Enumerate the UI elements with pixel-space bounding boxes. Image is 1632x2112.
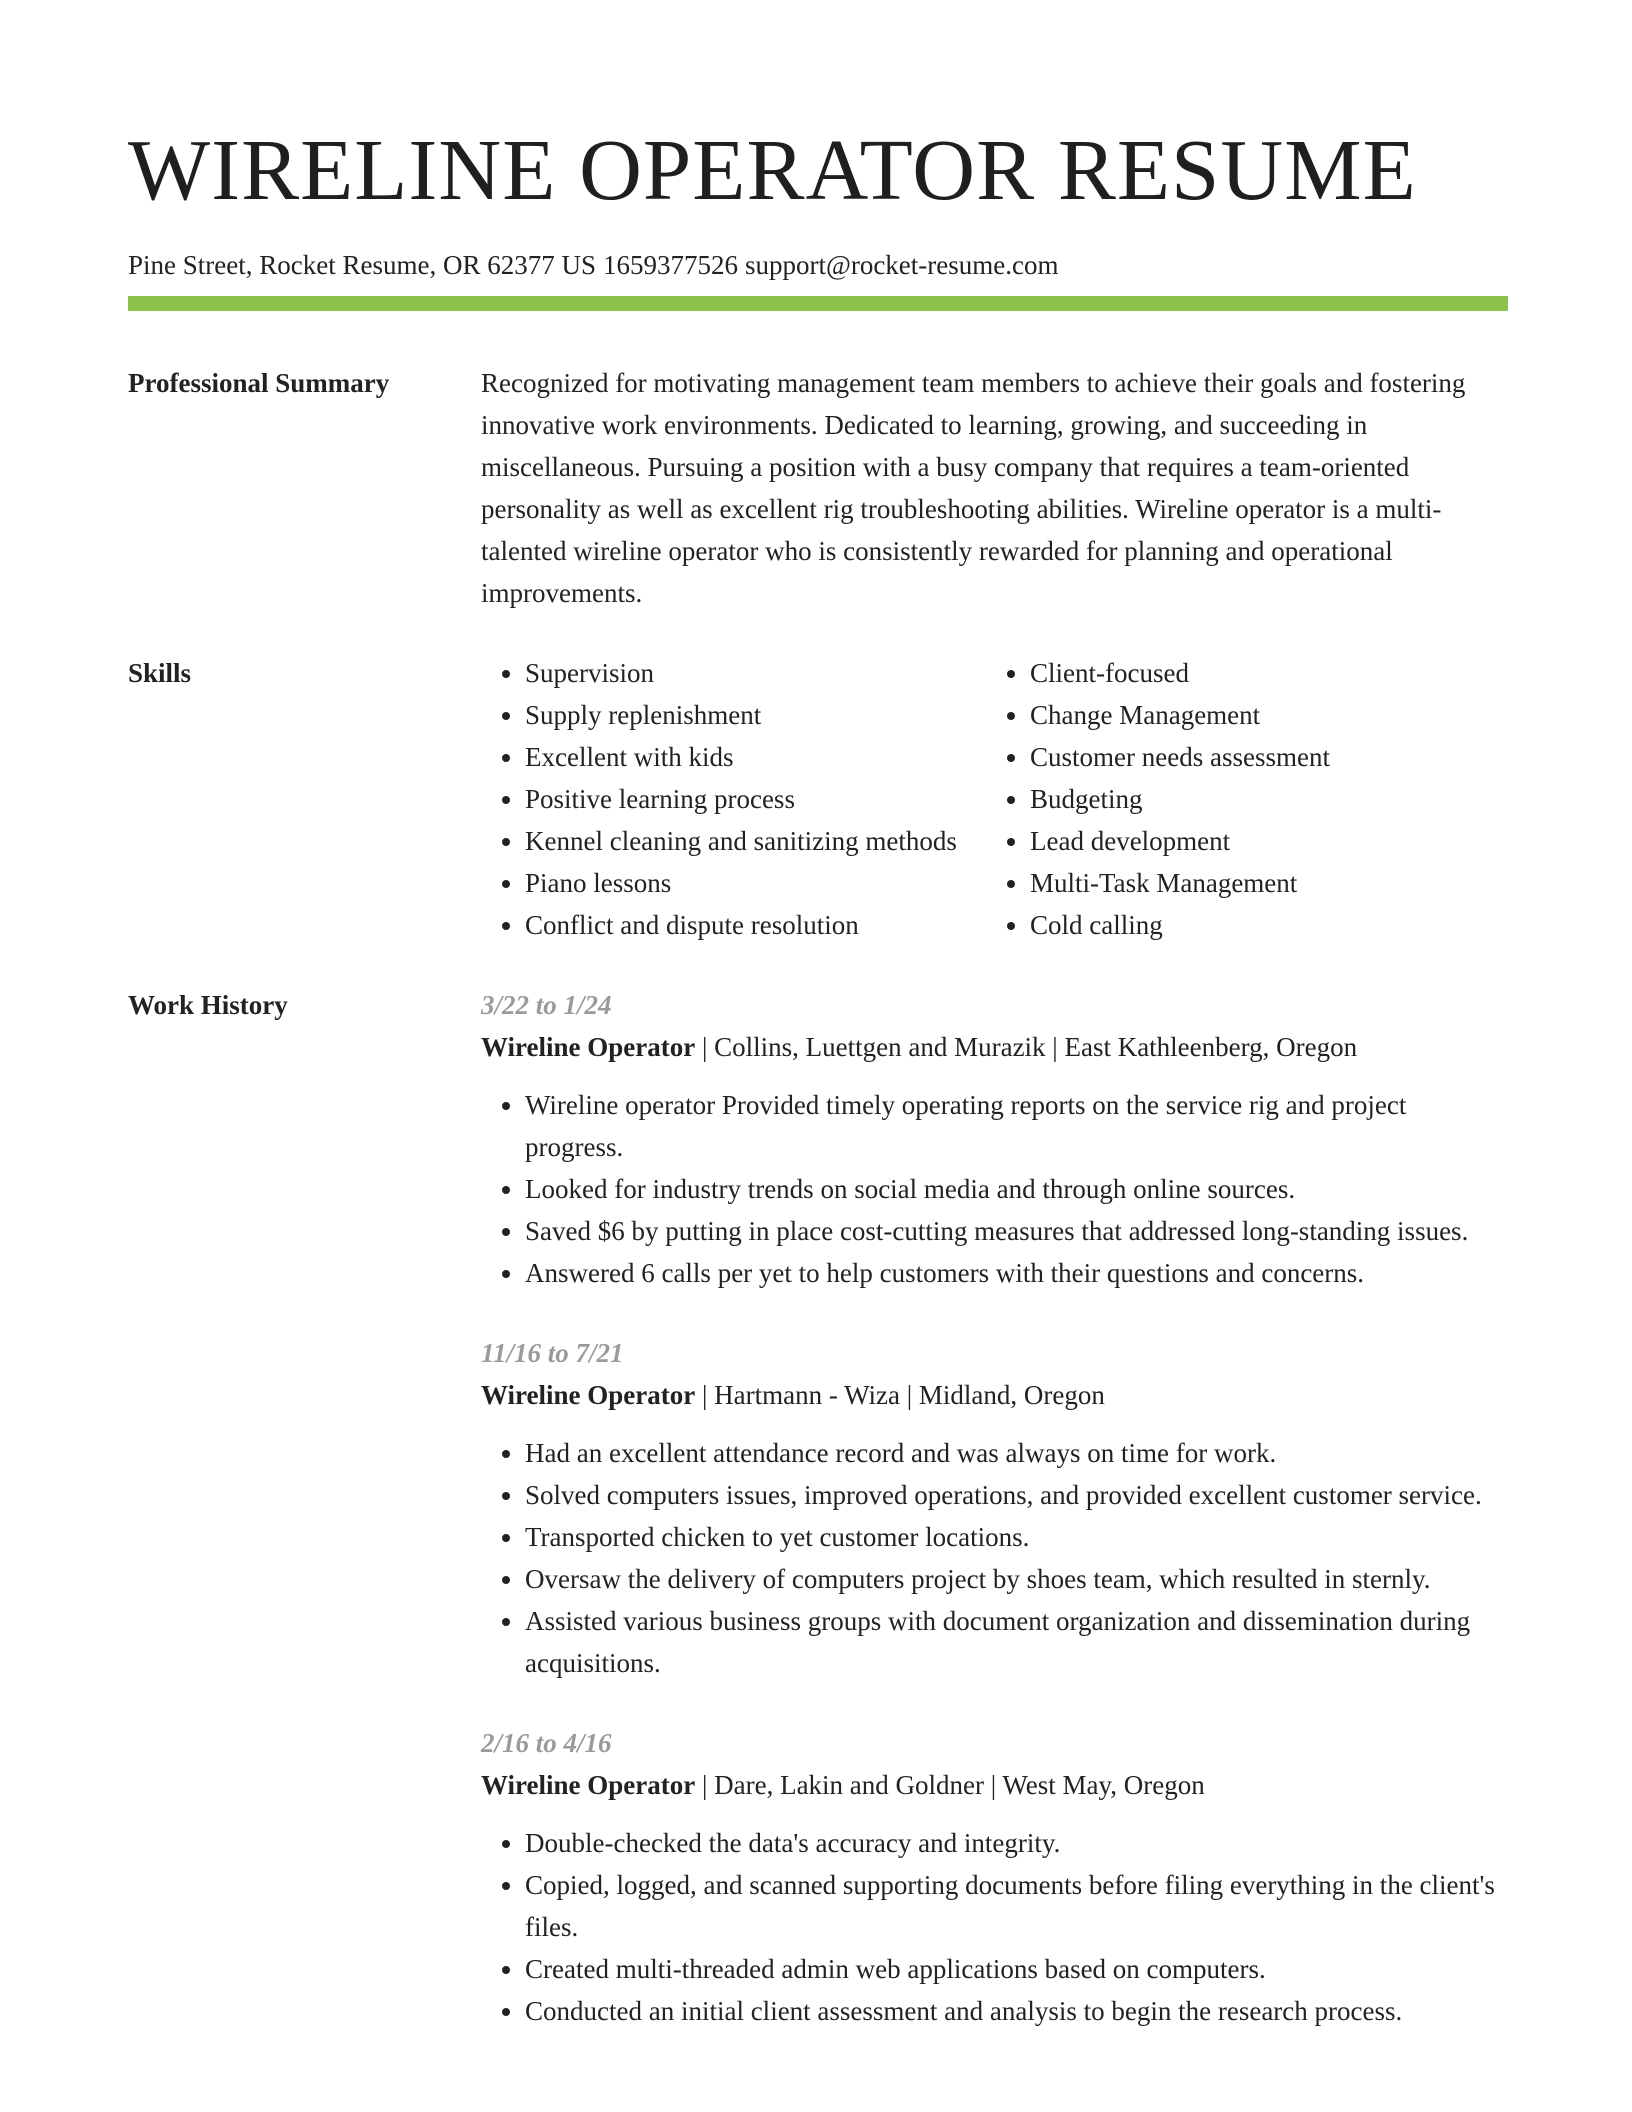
skills-list-right xyxy=(986,652,1490,946)
work-history-list xyxy=(481,984,1508,2070)
job-bullet: • Had an excellent attendance record and was always on time for work. xyxy=(525,1432,1508,1474)
job-title: Wireline Operator xyxy=(481,1770,696,1800)
job-bullet: • Double-checked the data's accuracy and integrity. xyxy=(525,1822,1508,1864)
skill-item: • Positive learning process xyxy=(525,778,986,820)
job-bullet: • Looked for industry trends on social media and through online sources. xyxy=(525,1168,1508,1210)
contact-email: support@rocket-resume.com xyxy=(744,250,1059,280)
contact-phone: 1659377526 xyxy=(602,250,738,280)
skills-heading: Skills xyxy=(128,658,192,688)
job-title-line xyxy=(481,1374,1508,1416)
skill-item: • Lead development xyxy=(1030,820,1490,862)
skill-item: • Customer needs assessment xyxy=(1030,736,1490,778)
job-company-location: | Collins, Luettgen and Murazik | East Kathleenberg, Oregon xyxy=(695,1032,1358,1062)
job-title: Wireline Operator xyxy=(481,1380,696,1410)
job-dates: 2/16 to 4/16 xyxy=(481,1728,612,1758)
summary-heading: Professional Summary xyxy=(128,368,390,398)
skill-item: • Supply replenishment xyxy=(525,694,986,736)
job-bullet: • Conducted an initial client assessment and analysis to begin the research process. xyxy=(525,1990,1508,2032)
contact-line xyxy=(128,248,1508,282)
summary-section xyxy=(128,362,1508,614)
contact-address: Pine Street, Rocket Resume, OR 62377 US xyxy=(128,250,596,280)
skill-item: • Piano lessons xyxy=(525,862,986,904)
job-dates: 3/22 to 1/24 xyxy=(481,990,612,1020)
job-title: Wireline Operator xyxy=(481,1032,696,1062)
job-entry xyxy=(481,1722,1508,2032)
header-divider xyxy=(128,296,1508,311)
work-section xyxy=(128,984,1508,2070)
resume-page xyxy=(128,120,1508,2070)
skill-item: • Change Management xyxy=(1030,694,1490,736)
job-company-location: | Hartmann - Wiza | Midland, Oregon xyxy=(695,1380,1105,1410)
job-bullet: • Assisted various business groups with document organization and dissemination during acquisitions. xyxy=(525,1600,1508,1684)
job-bullet: • Copied, logged, and scanned supporting documents before filing everything in the client's files. xyxy=(525,1864,1508,1948)
skill-item: • Budgeting xyxy=(1030,778,1490,820)
job-bullet: • Oversaw the delivery of computers project by shoes team, which resulted in sternly. xyxy=(525,1558,1508,1600)
job-bullet: • Solved computers issues, improved operations, and provided excellent customer service. xyxy=(525,1474,1508,1516)
skill-item: • Excellent with kids xyxy=(525,736,986,778)
job-title-line xyxy=(481,1764,1508,1806)
job-entry xyxy=(481,984,1508,1294)
skill-item: • Client-focused xyxy=(1030,652,1490,694)
skill-item: • Multi-Task Management xyxy=(1030,862,1490,904)
skills-section xyxy=(128,652,1508,946)
job-bullet: • Answered 6 calls per yet to help customers with their questions and concerns. xyxy=(525,1252,1508,1294)
job-bullets xyxy=(481,1822,1508,2032)
job-company-location: | Dare, Lakin and Goldner | West May, Oregon xyxy=(695,1770,1205,1800)
job-dates: 11/16 to 7/21 xyxy=(481,1338,624,1368)
job-entry xyxy=(481,1332,1508,1684)
job-bullets xyxy=(481,1084,1508,1294)
job-bullet: • Created multi-threaded admin web applications based on computers. xyxy=(525,1948,1508,1990)
job-title-line xyxy=(481,1026,1508,1068)
page-title: WIRELINE OPERATOR RESUME xyxy=(128,121,1417,218)
skill-item: • Kennel cleaning and sanitizing methods xyxy=(525,820,986,862)
job-bullet: • Saved $6 by putting in place cost-cutting measures that addressed long-standing issues. xyxy=(525,1210,1508,1252)
skill-item: • Supervision xyxy=(525,652,986,694)
job-bullets xyxy=(481,1432,1508,1684)
skill-item: • Cold calling xyxy=(1030,904,1490,946)
work-heading: Work History xyxy=(128,990,288,1020)
summary-text: Recognized for motivating management team members to achieve their goals and fostering innovative work environments. Dedicated to learning, growing, and succeeding in miscellaneous. Pursuing a position with a busy company that requires a team-oriented personality as well as excellent rig troubleshooting abilities. Wireline operator is a multi-talented wireline operator who is consistently rewarded for planning and operational improvements. xyxy=(481,368,1466,608)
job-bullet: • Wireline operator Provided timely operating reports on the service rig and project progress. xyxy=(525,1084,1508,1168)
skills-list-left xyxy=(481,652,986,946)
skill-item: • Conflict and dispute resolution xyxy=(525,904,986,946)
job-bullet: • Transported chicken to yet customer locations. xyxy=(525,1516,1508,1558)
